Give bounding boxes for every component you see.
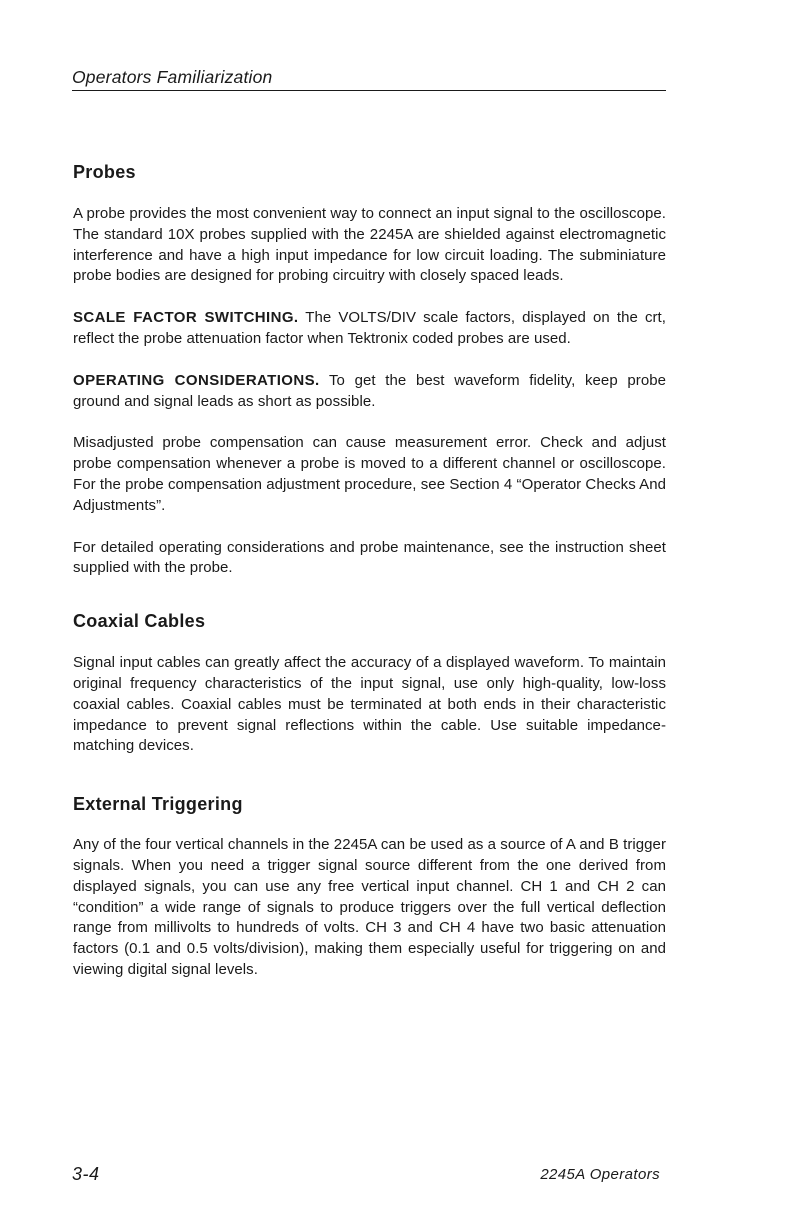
footer-document-title: 2245A Operators bbox=[540, 1166, 660, 1183]
coaxial-cables-paragraph: Signal input cables can greatly affect the accuracy of a displayed waveform. To maintain original frequency characteristics of the input signal, use only high-quality, low-loss coaxial cables. Coaxial cables must be terminated at both ends in their characteristic impedance to prevent signal reflections within the cable. Use suitable impedance-matching devices. bbox=[73, 654, 666, 755]
running-title: Operators Familiarization bbox=[72, 67, 273, 87]
operating-considerations-lead: OPERATING CONSIDERATIONS. bbox=[73, 371, 320, 389]
scale-factor-paragraph bbox=[73, 308, 666, 350]
operating-considerations-text: To get the best waveform fidelity, keep probe ground and signal leads as short as possible. bbox=[73, 371, 667, 410]
external-triggering-paragraph: Any of the four vertical channels in the 2245A can be used as a source of A and B trigger signals. When you need a trigger signal source different from the one derived from displayed signals, you can use any free vertical input channel. CH 1 and CH 2 can “condition” a wide range of signals to produce triggers over the full vertical deflection range from millivolts to hundreds of volts. CH 3 and CH 4 have two basic attenuation factors (0.1 and 0.5 volts/division), making them especially useful for triggering on and viewing digital signal levels. bbox=[73, 836, 666, 978]
probes-heading: Probes bbox=[73, 162, 136, 182]
external-triggering-heading: External Triggering bbox=[73, 794, 243, 815]
scale-factor-lead: SCALE FACTOR SWITCHING. bbox=[73, 309, 299, 327]
page-number: 3-4 bbox=[72, 1164, 100, 1184]
operating-considerations-paragraph bbox=[73, 371, 666, 413]
running-header bbox=[72, 66, 666, 91]
probe-compensation-paragraph: Misadjusted probe compensation can cause measurement error. Check and adjust probe compensation whenever a probe is moved to a different channel or oscilloscope. For the probe compensation adjustment procedure, see Section 4 “Operator Checks And Adjustments”. bbox=[73, 434, 666, 514]
page-body bbox=[73, 160, 666, 981]
probe-maintenance-paragraph: For detailed operating considerations and probe maintenance, see the instruction sheet supplied with the probe. bbox=[73, 538, 666, 577]
scale-factor-text: The VOLTS/DIV scale factors, displayed on the crt, reflect the probe attenuation factor when Tektronix coded probes are used. bbox=[73, 309, 666, 347]
coaxial-cables-heading: Coaxial Cables bbox=[73, 611, 206, 632]
probes-intro-paragraph: A probe provides the most convenient way to connect an input signal to the oscilloscope. The standard 10X probes supplied with the 2245A are shielded against electromagnetic interference and have a high input impedance for low circuit loading. The subminiature probe bodies are designed for probing circuitry with closely spaced leads. bbox=[73, 205, 666, 285]
